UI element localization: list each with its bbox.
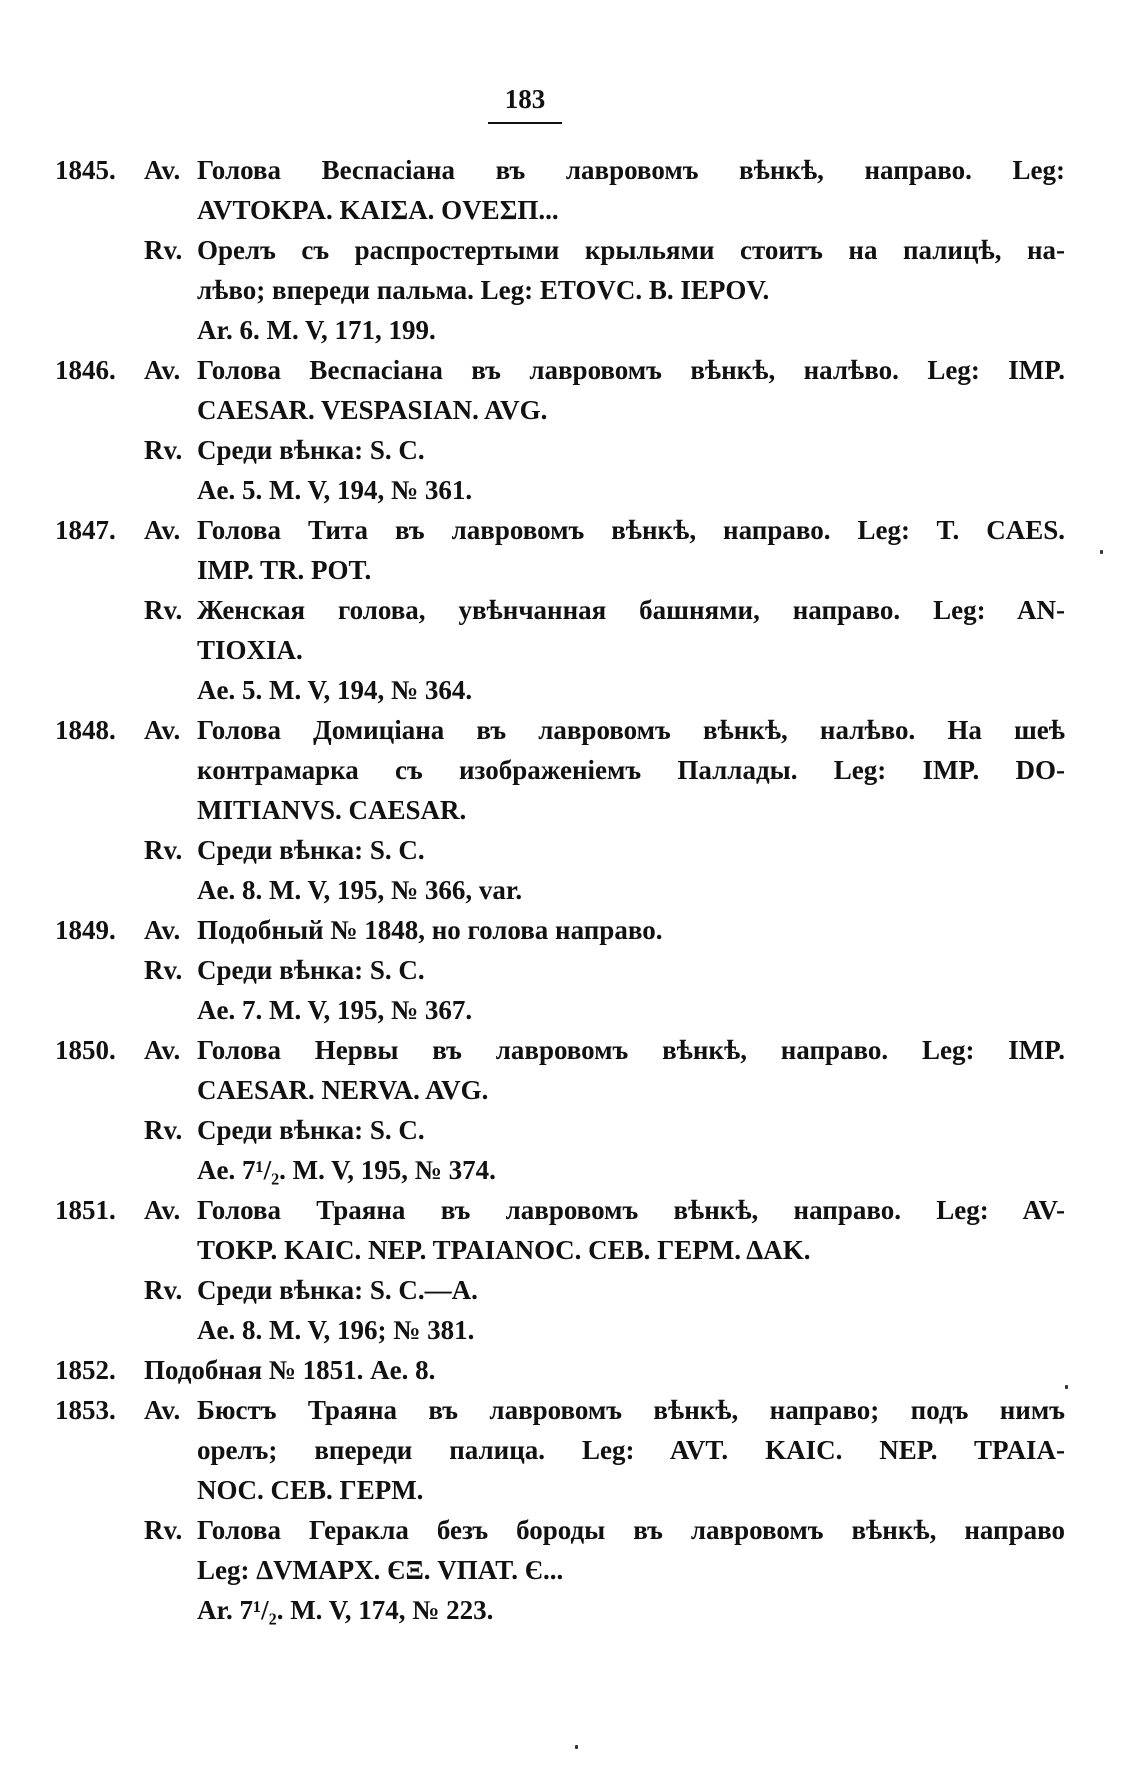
entry-1848-av-cont (55, 750, 1065, 790)
entry-1851-av-line (55, 1190, 1065, 1230)
entry-number: 1852. (55, 1355, 116, 1385)
entry-1847-ref (55, 670, 1065, 710)
entry-1848-rv-line (55, 830, 1065, 870)
entry-text: лѣво; впереди пальма. Leg: ETOVC. B. IEPOV. (197, 275, 770, 305)
entry-1849-rv-line (55, 950, 1065, 990)
side-label: Rv. (144, 595, 183, 625)
entry-1851-av-cont (55, 1230, 1065, 1270)
entry-text: Голова Веспасіана въ лавровомъ вѣнкѣ, налѣво. Leg: IMP. (197, 355, 1065, 385)
entry-text: Подобная № 1851. Ae. 8. (144, 1355, 436, 1385)
entry-text: Ae. 5. M. V, 194, № 361. (197, 475, 473, 505)
catalogue-entries (55, 150, 1065, 1630)
entry-1848-av-line (55, 710, 1065, 750)
entry-text: Среди вѣнка: S. C. (197, 835, 425, 865)
side-label: Rv. (144, 1515, 183, 1545)
stray-mark (1065, 1385, 1068, 1389)
entry-number: 1846. (55, 355, 116, 385)
entry-text: Орелъ съ распростертыми крыльями стоитъ на палицѣ, на- (197, 235, 1065, 265)
entry-1845-rv-line (55, 230, 1065, 270)
side-label: Av. (144, 1195, 181, 1225)
entry-text: Среди вѣнка: S. C. (197, 1115, 425, 1145)
entry-1851-rv-line (55, 1270, 1065, 1310)
entry-1846-ref (55, 470, 1065, 510)
entry-text: Ae. 8. M. V, 196; № 381. (197, 1315, 475, 1345)
side-label: Rv. (144, 835, 183, 865)
entry-1853-av-cont (55, 1430, 1065, 1470)
entry-1852-line (55, 1350, 1065, 1390)
entry-1850-ref (55, 1150, 1065, 1190)
entry-text: Leg: ΔVMAPX. ЄΞ. VΠAT. Є... (197, 1555, 564, 1585)
entry-text: Голова Тита въ лавровомъ вѣнкѣ, направо. Leg: T. CAES. (197, 515, 1065, 545)
entry-1853-ref (55, 1590, 1065, 1630)
entry-text: Ar. 7¹/₂. M. V, 174, № 223. (197, 1595, 494, 1625)
entry-text: Голова Нервы въ лавровомъ вѣнкѣ, направо. Leg: IMP. (197, 1035, 1065, 1065)
entry-text: контрамарка съ изображеніемъ Паллады. Leg: IMP. DO- (197, 755, 1065, 785)
entry-text: Ar. 6. M. V, 171, 199. (197, 315, 436, 345)
entry-1845-av-cont (55, 190, 1065, 230)
side-label: Rv. (144, 235, 183, 265)
entry-1848-ref (55, 870, 1065, 910)
side-label: Rv. (144, 435, 183, 465)
entry-text: Среди вѣнка: S. C. (197, 435, 425, 465)
entry-text: Голова Геракла безъ бороды въ лавровомъ вѣнкѣ, направо (197, 1515, 1065, 1545)
entry-text: AVTOKPA. KAIΣA. OVEΣΠ... (197, 195, 559, 225)
entry-1850-rv-line (55, 1110, 1065, 1150)
entry-1846-av-cont (55, 390, 1065, 430)
entry-text: IMP. TR. POT. (197, 555, 372, 585)
entry-1850-av-line (55, 1030, 1065, 1070)
entry-text: Голова Домиціана въ лавровомъ вѣнкѣ, налѣво. На шеѣ (197, 715, 1065, 745)
side-label: Av. (144, 1035, 181, 1065)
entry-text: Ae. 7¹/₂. M. V, 195, № 374. (197, 1155, 496, 1185)
entry-text: MITIANVS. CAESAR. (197, 795, 467, 825)
side-label: Av. (144, 155, 181, 185)
entry-text: TOKP. KAIC. NEP. TPAIANOC. CEB. ΓΕΡΜ. ΔAK. (197, 1235, 811, 1265)
entry-1847-rv-line (55, 590, 1065, 630)
entry-number: 1847. (55, 515, 116, 545)
entry-1853-rv-cont (55, 1550, 1065, 1590)
entry-text: Ae. 7. M. V, 195, № 367. (197, 995, 473, 1025)
entry-text: Подобный № 1848, но голова направо. (197, 915, 663, 945)
entry-1845-av-line (55, 150, 1065, 190)
entry-1847-rv-cont (55, 630, 1065, 670)
entry-number: 1850. (55, 1035, 116, 1065)
entry-text: Среди вѣнка: S. C. (197, 955, 425, 985)
side-label: Rv. (144, 955, 183, 985)
entry-1853-av-cont2 (55, 1470, 1065, 1510)
page-number-rule (488, 122, 562, 124)
entry-text: Женская голова, увѣнчанная башнями, направо. Leg: AN- (197, 595, 1065, 625)
entry-text: TIOXIA. (197, 635, 303, 665)
entry-text: Голова Траяна въ лавровомъ вѣнкѣ, направо. Leg: AV- (197, 1195, 1065, 1225)
page-number: 183 (504, 84, 546, 114)
entry-text: Бюстъ Траяна въ лавровомъ вѣнкѣ, направо; подъ нимъ (197, 1395, 1065, 1425)
entry-1846-rv-line (55, 430, 1065, 470)
side-label: Av. (144, 1395, 181, 1425)
entry-text: NOC. CEB. ΓΕΡΜ. (197, 1475, 424, 1505)
entry-text: Ae. 5. M. V, 194, № 364. (197, 675, 473, 705)
entry-text: Голова Веспасіана въ лавровомъ вѣнкѣ, направо. Leg: (197, 155, 1065, 185)
entry-1853-rv-line (55, 1510, 1065, 1550)
side-label: Av. (144, 915, 181, 945)
entry-1845-rv-cont (55, 270, 1065, 310)
stray-mark (575, 1745, 578, 1749)
entry-1849-av-line (55, 910, 1065, 950)
entry-1851-ref (55, 1310, 1065, 1350)
entry-1845-ref (55, 310, 1065, 350)
entry-number: 1848. (55, 715, 116, 745)
entry-1847-av-line (55, 510, 1065, 550)
entry-1853-av-line (55, 1390, 1065, 1430)
entry-1849-ref (55, 990, 1065, 1030)
side-label: Rv. (144, 1115, 183, 1145)
entry-number: 1849. (55, 915, 116, 945)
entry-text: CAESAR. VESPASIAN. AVG. (197, 395, 548, 425)
entry-text: орелъ; впереди палица. Leg: AVT. KAIC. NEP. TPAIA- (197, 1435, 1065, 1465)
side-label: Av. (144, 515, 181, 545)
entry-1848-av-cont2 (55, 790, 1065, 830)
entry-text: Среди вѣнка: S. C.—A. (197, 1275, 478, 1305)
entry-number: 1851. (55, 1195, 116, 1225)
entry-number: 1853. (55, 1395, 116, 1425)
entry-1846-av-line (55, 350, 1065, 390)
side-label: Av. (144, 355, 181, 385)
entry-1850-av-cont (55, 1070, 1065, 1110)
side-label: Av. (144, 715, 181, 745)
entry-text: Ae. 8. M. V, 195, № 366, var. (197, 875, 523, 905)
side-label: Rv. (144, 1275, 183, 1305)
stray-mark (1100, 550, 1103, 554)
entry-1847-av-cont (55, 550, 1065, 590)
entry-number: 1845. (55, 155, 116, 185)
entry-text: CAESAR. NERVA. AVG. (197, 1075, 489, 1105)
